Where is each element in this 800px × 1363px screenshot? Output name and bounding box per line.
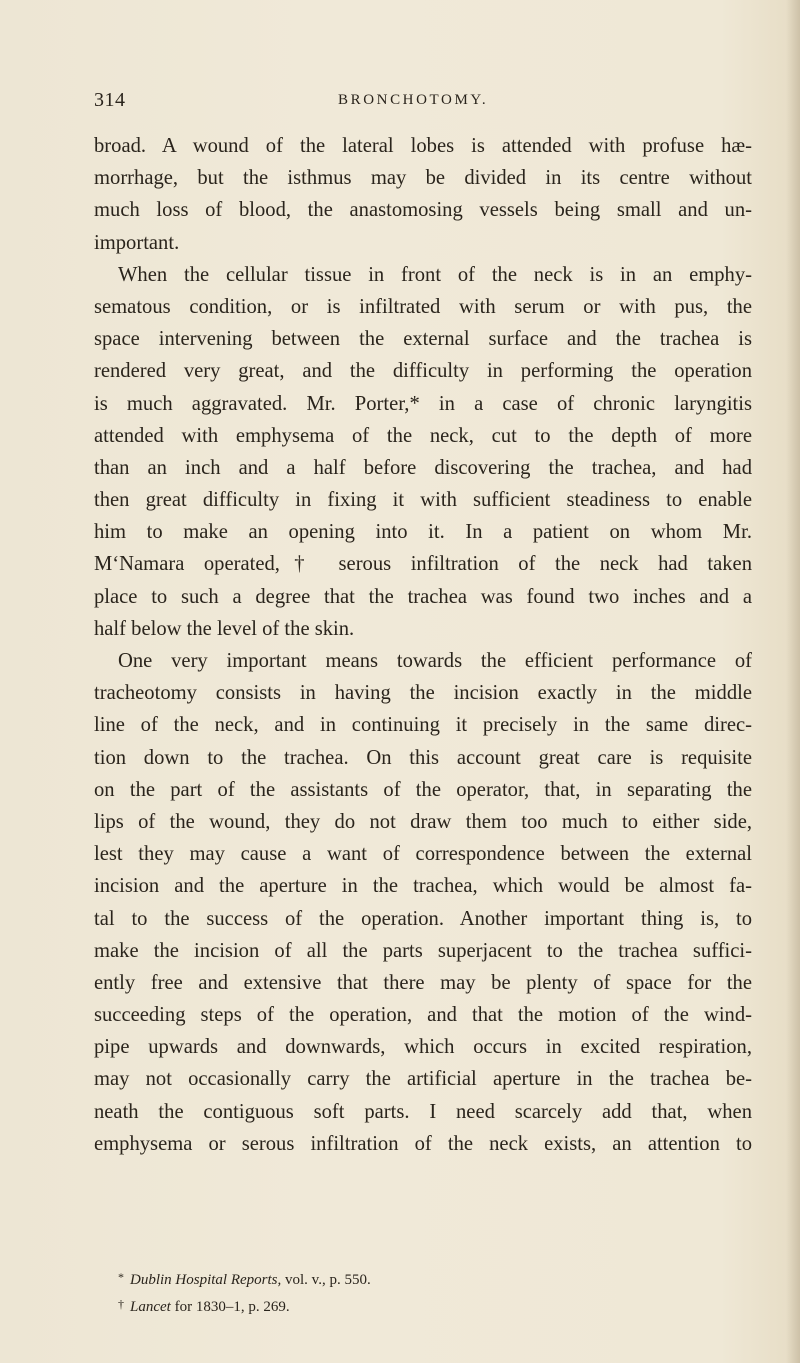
text-line: place to such a degree that the trachea was found two inches and a [94, 585, 752, 608]
text-line: much loss of blood, the anastomosing vessels being small and un- [94, 199, 752, 222]
text-line: tion down to the trachea. On this account great care is requisite [94, 746, 752, 769]
text-line: him to make an opening into it. In a patient on whom Mr. [94, 521, 752, 544]
footnote-rest: vol. v., p. 550. [281, 1272, 371, 1288]
text-line: neath the contiguous soft parts. I need scarcely add that, when [94, 1100, 752, 1123]
footnotes [118, 1265, 718, 1319]
text-line: lest they may cause a want of correspondence between the external [94, 843, 752, 866]
text-line: attended with emphysema of the neck, cut to the depth of more [94, 424, 752, 447]
text-line: broad. A wound of the lateral lobes is attended with profuse hæ- [94, 135, 752, 157]
text-line: then great difficulty in fixing it with sufficient steadiness to enable [94, 489, 752, 512]
page-number: 314 [94, 89, 126, 111]
footnote-source: Lancet [130, 1299, 171, 1315]
page-edge-shadow [786, 0, 800, 1363]
footnote-rest: for 1830–1, p. 269. [170, 1299, 290, 1315]
text-line: lips of the wound, they do not draw them too much to either side, [94, 810, 752, 833]
text-line: space intervening between the external surface and the trachea is [94, 328, 752, 351]
text-line: ently free and extensive that there may be plenty of space for the [94, 971, 752, 994]
text-line: rendered very great, and the difficulty in performing the operation [94, 360, 752, 383]
footnote-mark: * [118, 1270, 124, 1284]
text-line: incision and the aperture in the trachea, which would be almost fa- [94, 875, 752, 898]
footnote [118, 1292, 718, 1319]
text-line: When the cellular tissue in front of the neck is in an emphy- [118, 263, 752, 286]
text-line: on the part of the assistants of the operator, that, in separating the [94, 778, 752, 801]
text-line: tracheotomy consists in having the incision exactly in the middle [94, 682, 752, 705]
body-text [94, 130, 752, 1160]
text-line: is much aggravated. Mr. Porter,* in a case of chronic laryngitis [94, 392, 752, 415]
text-line: morrhage, but the isthmus may be divided in its centre without [94, 167, 752, 190]
text-line: may not occasionally carry the artificial aperture in the trachea be- [94, 1068, 752, 1091]
footnote [118, 1265, 718, 1292]
text-line: succeeding steps of the operation, and that the motion of the wind- [94, 1004, 752, 1027]
text-line: pipe upwards and downwards, which occurs in excited respiration, [94, 1036, 752, 1059]
text-line: M‘Namara operated,† serous infiltration of the neck had taken [94, 553, 752, 576]
running-head: BRONCHOTOMY. [338, 92, 489, 108]
text-line: than an inch and a half before discovering the trachea, and had [94, 456, 752, 479]
text-line: make the incision of all the parts superjacent to the trachea suffici- [94, 939, 752, 962]
text-line: sematous condition, or is infiltrated with serum or with pus, the [94, 295, 752, 318]
page-header [94, 89, 752, 115]
text-line: important. [94, 231, 180, 254]
text-line: One very important means towards the efficient performance of [118, 650, 752, 672]
text-line: emphysema or serous infiltration of the neck exists, an attention to [94, 1132, 752, 1155]
text-line: half below the level of the skin. [94, 617, 355, 640]
footnote-source: Dublin Hospital Reports, [130, 1272, 282, 1288]
text-line: line of the neck, and in continuing it precisely in the same direc- [94, 714, 752, 737]
text-line: tal to the success of the operation. Another important thing is, to [94, 907, 752, 930]
footnote-mark: † [118, 1297, 124, 1311]
